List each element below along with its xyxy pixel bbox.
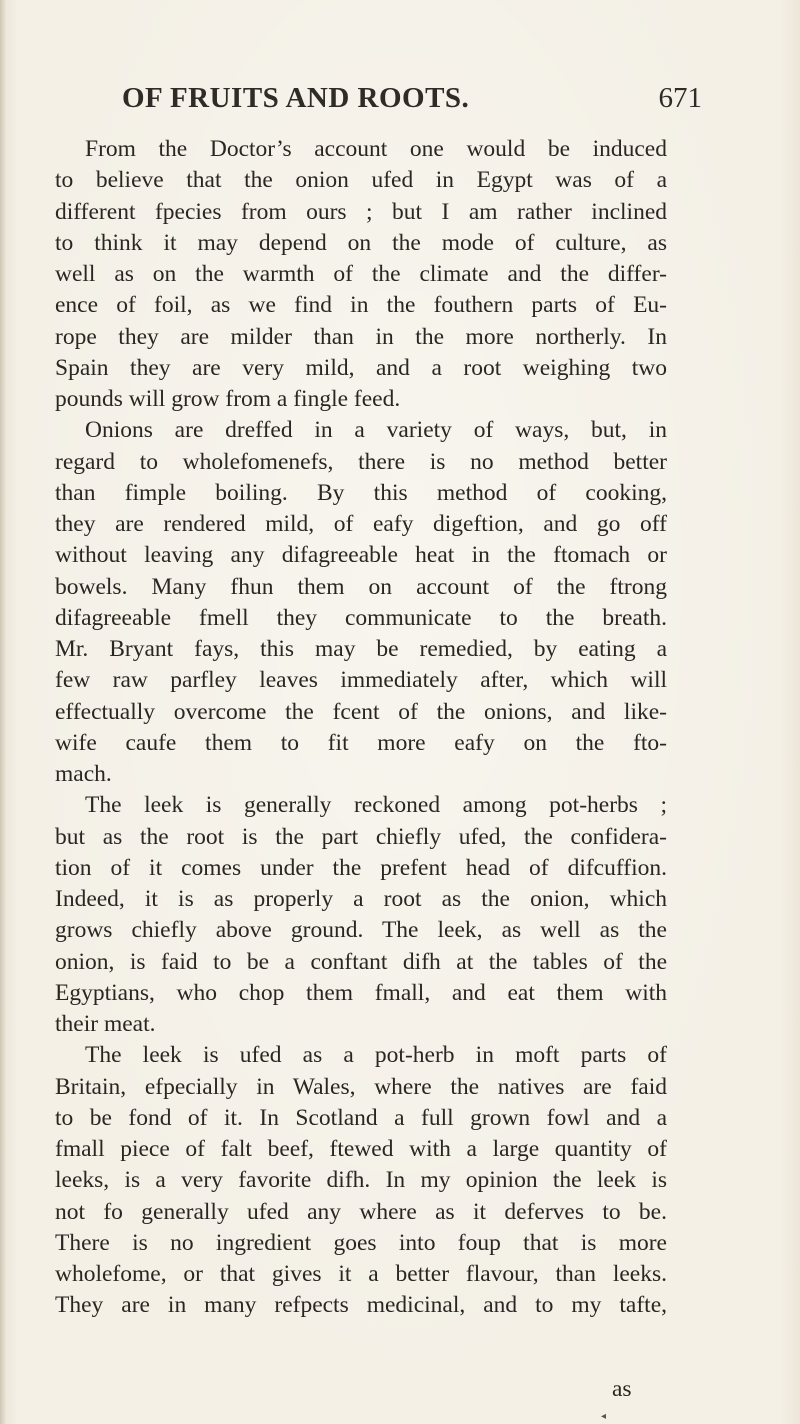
text-line: to be fond of it. In Scotland a full grown fowl and a: [55, 1104, 667, 1131]
text-line: mach.: [55, 761, 112, 787]
text-line: Mr. Bryant fays, this may be remedied, by eating a: [55, 636, 667, 662]
text-line: wholefome, or that gives it a better flavour, than leeks.: [55, 1261, 667, 1287]
text-line: their meat.: [55, 1011, 156, 1037]
text-line: onion, is faid to be a conftant difh at the tables of the: [55, 948, 667, 975]
body-text: [55, 134, 667, 1322]
text-line: to think it may depend on the mode of culture, as: [55, 229, 667, 256]
page-number: 671: [658, 82, 702, 114]
text-line: There is no ingredient goes into foup that is more: [55, 1229, 667, 1256]
text-line: to believe that the onion ufed in Egypt was of a: [55, 167, 667, 194]
page-header: [86, 72, 726, 116]
text-line: different fpecies from ours ; but I am rather inclined: [55, 198, 667, 225]
text-line: regard to wholefomenefs, there is no method better: [55, 448, 667, 475]
text-line: ence of foil, as we find in the fouthern parts of Eu-: [55, 292, 667, 319]
text-line: rope they are milder than in the more northerly. In: [55, 323, 667, 350]
page-gutter-shadow: [0, 0, 6, 1424]
printer-mark: ◂: [601, 1411, 607, 1422]
text-line: without leaving any difagreeable heat in the ftomach or: [55, 542, 667, 569]
text-line: From the Doctor’s account one would be induced: [85, 136, 667, 162]
text-line: Spain they are very mild, and a root weighing two: [55, 354, 667, 381]
text-line: effectually overcome the fcent of the onions, and like-: [55, 698, 667, 725]
text-line: grows chiefly above ground. The leek, as well as the: [55, 917, 667, 944]
text-line: few raw parfley leaves immediately after, which will: [55, 667, 667, 694]
text-line: not fo generally ufed any where as it deferves to be.: [55, 1198, 667, 1225]
text-line: pounds will grow from a fingle feed.: [55, 386, 401, 412]
text-line: well as on the warmth of the climate and the differ-: [55, 261, 667, 287]
text-line: they are rendered mild, of eafy digeftion, and go off: [55, 511, 667, 537]
text-line: fmall piece of falt beef, ftewed with a large quantity of: [55, 1136, 667, 1162]
text-line: leeks, is a very favorite difh. In my opinion the leek is: [55, 1167, 667, 1194]
text-line: They are in many refpects medicinal, and to my tafte,: [55, 1292, 667, 1319]
running-head: OF FRUITS AND ROOTS.: [122, 82, 470, 114]
text-line: tion of it comes under the prefent head of difcuffion.: [55, 854, 667, 881]
text-line: wife caufe them to fit more eafy on the fto-: [55, 729, 667, 756]
text-line: Indeed, it is as properly a root as the onion, which: [55, 886, 667, 912]
text-line: bowels. Many fhun them on account of the ftrong: [55, 573, 667, 600]
text-line: The leek is generally reckoned among pot-herbs ;: [85, 792, 667, 819]
text-line: difagreeable fmell they communicate to the breath.: [55, 604, 667, 631]
text-line: Britain, efpecially in Wales, where the natives are faid: [55, 1073, 667, 1100]
catchword: as: [612, 1376, 632, 1402]
text-line: The leek is ufed as a pot-herb in moft parts of: [85, 1042, 667, 1069]
text-line: Onions are dreffed in a variety of ways, but, in: [85, 417, 667, 444]
text-line: but as the root is the part chiefly ufed, the confidera-: [55, 823, 667, 850]
text-line: than fimple boiling. By this method of cooking,: [55, 479, 667, 506]
text-line: Egyptians, who chop them fmall, and eat them with: [55, 979, 667, 1006]
